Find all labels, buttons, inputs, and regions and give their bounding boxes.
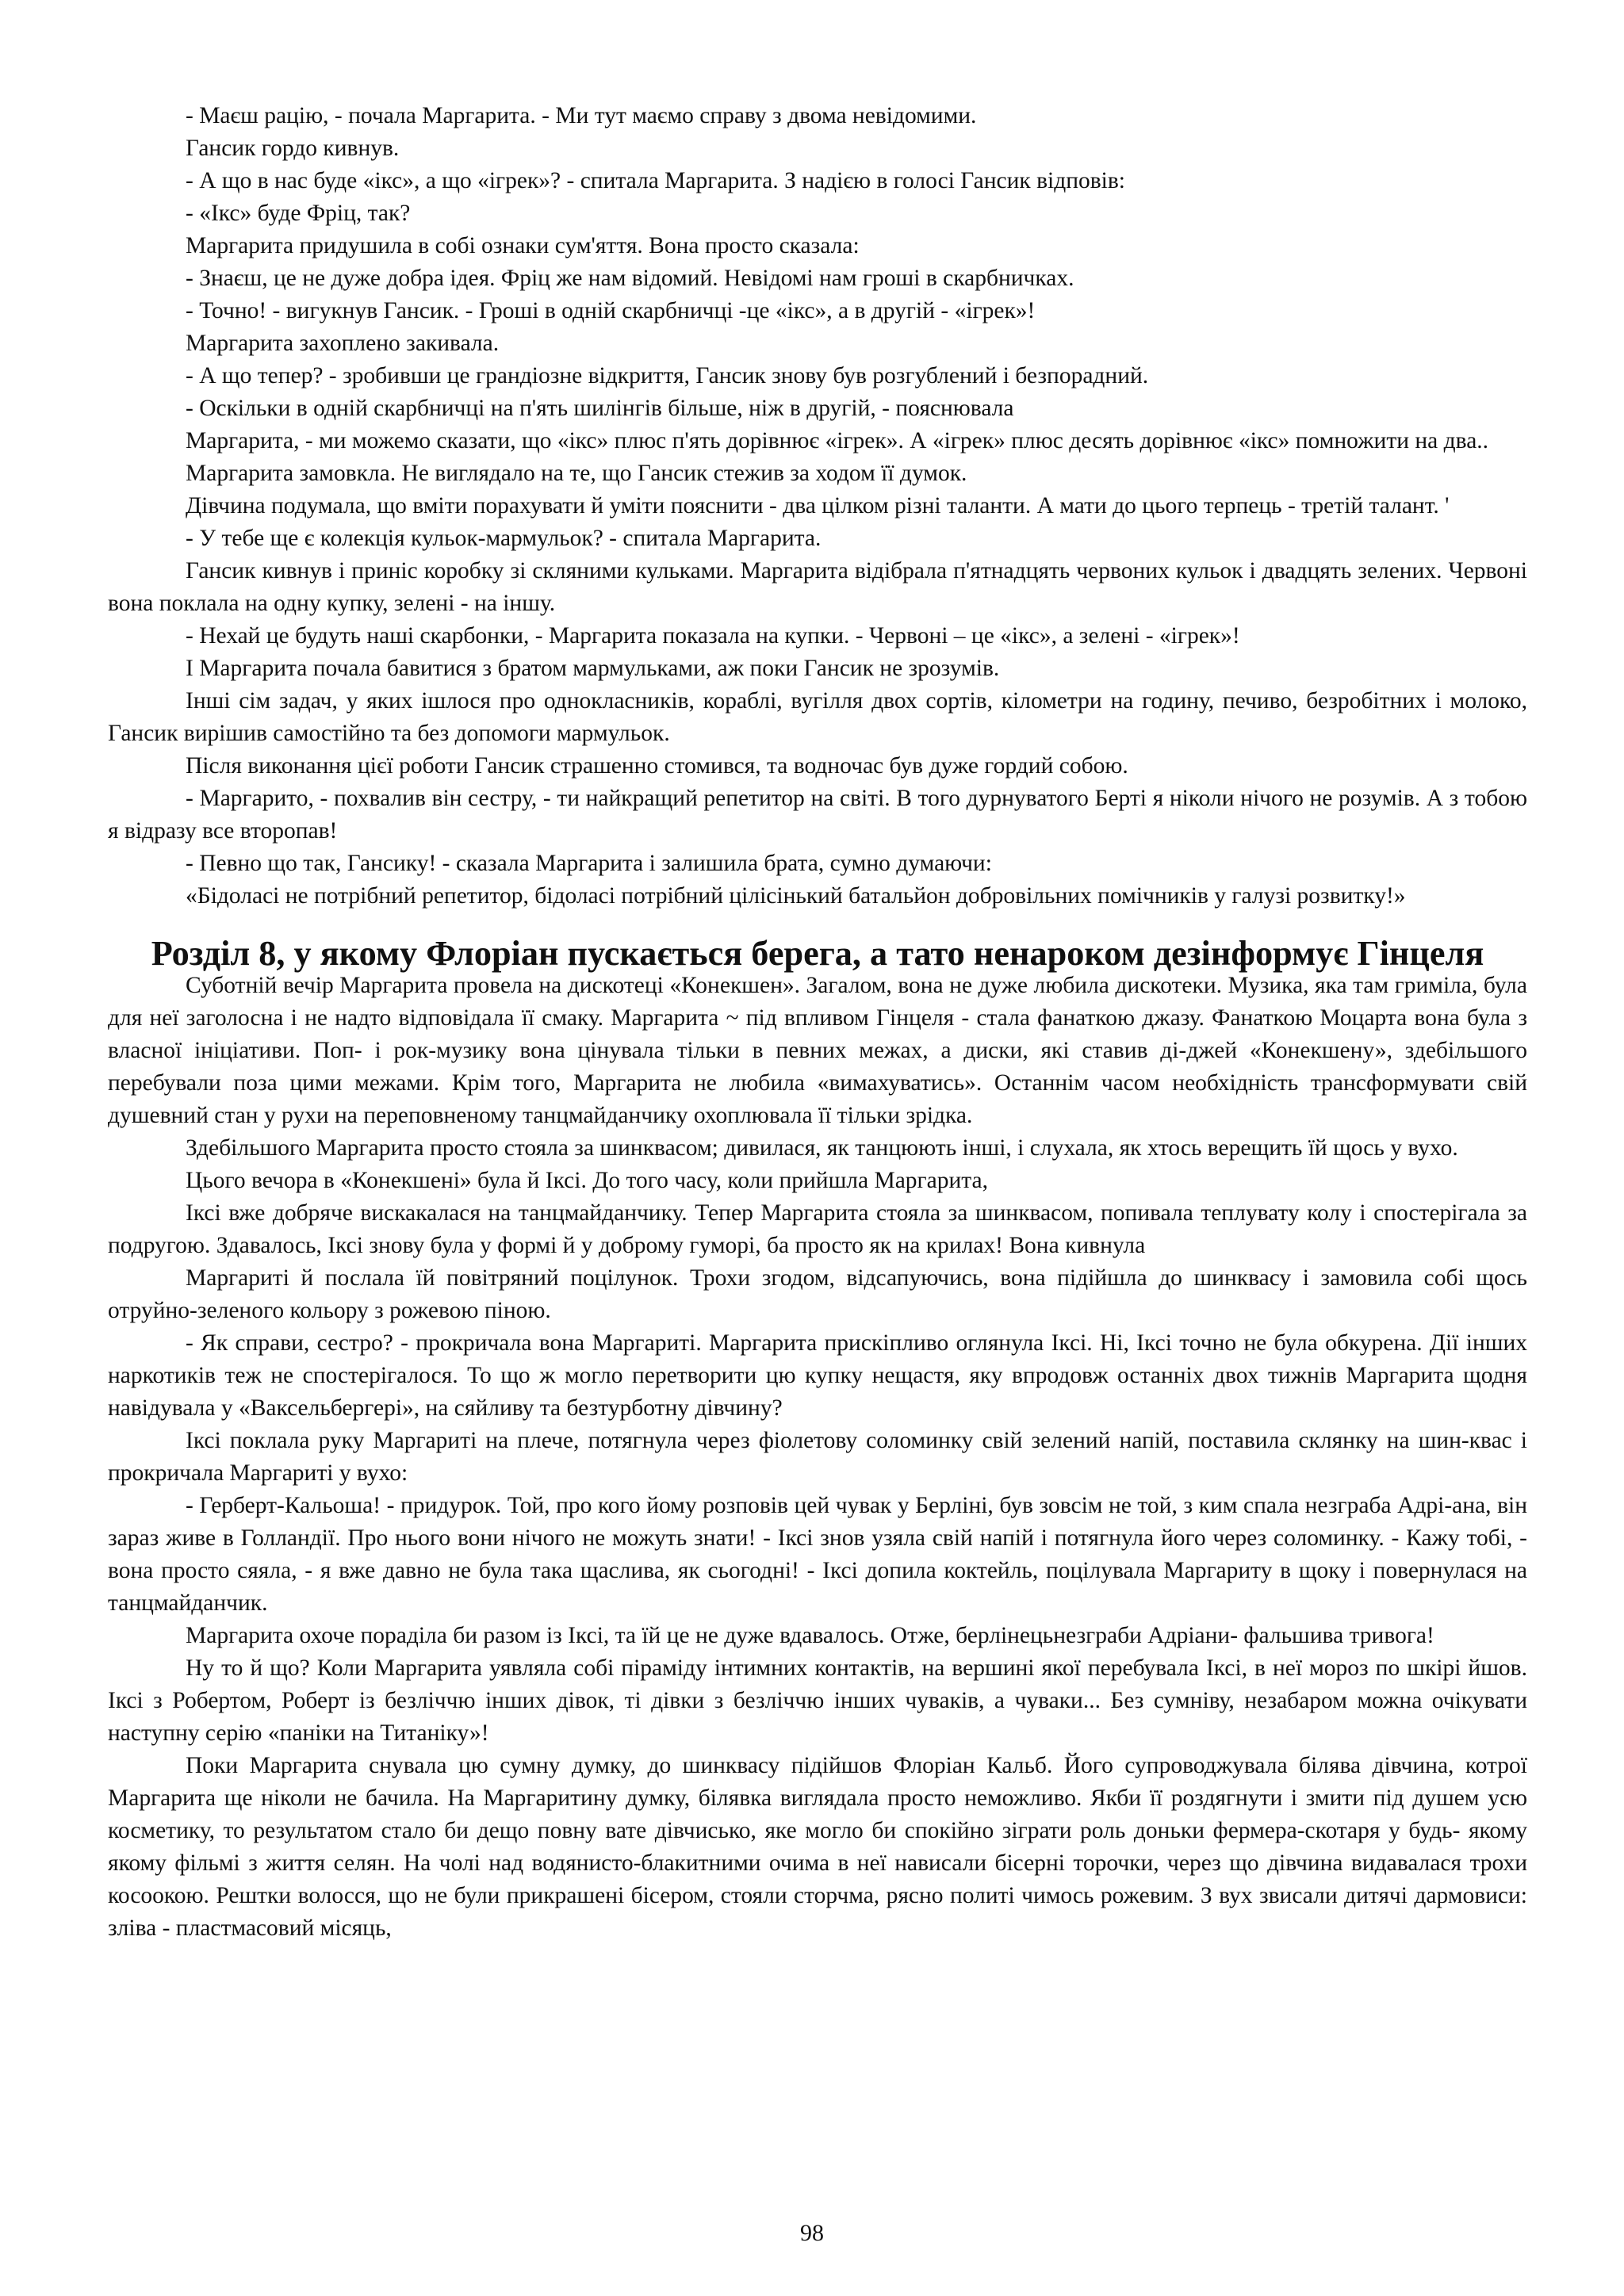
paragraph: Маргарита придушила в собі ознаки сум'яття. Вона просто сказала: [186,233,860,258]
paragraph: Гансик кивнув і приніс коробку зі скляними кульками. Маргарита відібрала п'ятнадцять червоних кульок і двадцять зелених. Червоні вона поклала на одну купку, зелені - на іншу. [108,558,1527,616]
paragraph: Іксі поклала руку Маргариті на плече, потягнула через фіолетову соломинку свій зелений напій, поставила склянку на шин-квас і прокричала Маргариті у вухо: [108,1428,1527,1486]
paragraph: І Маргарита почала бавитися з братом мармульками, аж поки Гансик не зрозумів. [186,656,1000,681]
paragraph: - Нехай це будуть наші скарбонки, - Маргарита показала на купки. - Червоні – це «ікс», а зелені - «ігрек»! [186,623,1240,649]
paragraph: Цього вечора в «Конекшені» була й Іксі. До того часу, коли прийшла Маргарита, [186,1168,989,1193]
paragraph: Гансик гордо кивнув. [186,136,400,161]
paragraph: - Маєш рацію, - почала Маргарита. - Ми тут маємо справу з двома невідомими. [186,103,977,128]
paragraph: Іксі вже добряче вискакалася на танцмайданчику. Тепер Маргарита стояла за шинквасом, попивала теплувату колу і спостерігала за подругою. Здавалось, Іксі знову була у формі й у доброму гуморі, ба просто як на крилах! Вона кивнула [108,1200,1527,1258]
page-number: 98 [800,2220,824,2246]
paragraph: Здебільшого Маргарита просто стояла за шинквасом; дивилася, як танцюють інші, і слухала, як хтось верещить їй щось у вухо. [186,1135,1458,1161]
paragraph: - Певно що так, Гансику! - сказала Маргарита і залишила брата, сумно думаючи: [186,851,992,876]
paragraph: - У тебе ще є колекція кульок-мармульок? - спитала Маргарита. [186,526,822,551]
paragraph: - Знаєш, це не дуже добра ідея. Фріц же нам відомий. Невідомі нам гроші в скарбничках. [186,266,1074,291]
paragraph: Маргарита охоче пораділа би разом із Іксі, та їй це не дуже вдавалось. Отже, берлінецьнезграби Адріани- фальшива тривога! [186,1623,1434,1648]
paragraph: Суботній вечір Маргарита провела на дискотеці «Конекшен». Загалом, вона не дуже любила дискотеки. Музика, яка там гриміла, була для неї заголосна і не надто відповідала її смаку. Маргарита ~ під впливом Гінцеля - стала фанаткою джазу. Фанаткою Моцарта вона була з власної ініціативи. Поп- і рок-музику вона цінувала тільки в певних межах, а диски, які ставив ді-джей «Конекшену», здебільшого перебували поза цими межами. Крім того, Маргарита не любила «вимахуватись». Останнім часом необхідність трансформувати свій душевний стан у рухи на переповненому танцмайданчику охоплювала її тільки зрідка. [108,973,1527,1128]
paragraph: Маргарита захоплено закивала. [186,331,500,356]
paragraph: Інші сім задач, у яких ішлося про однокласників, кораблі, вугілля двох сортів, кілометри на годину, печиво, безробітних і молоко, Гансик вирішив самостійно та без допомоги мармульок. [108,688,1527,746]
paragraph: Після виконання цієї роботи Гансик страшенно стомився, та водночас був дуже гордий собою. [186,753,1128,779]
body-text-after [108,970,1527,1945]
paragraph: - Маргарито, - похвалив він сестру, - ти найкращий репетитор на світі. В того дурнуватого Берті я ніколи нічого не розумів. А з тобою я відразу все второпав! [108,786,1527,844]
chapter-heading: Розділ 8, у якому Флоріан пускається берега, а тато ненароком дезінформує Гінцеля [151,934,1484,973]
paragraph: Ну то й що? Коли Маргарита уявляла собі піраміду інтимних контактів, на вершині якої перебувала Іксі, в неї мороз по шкірі йшов. Іксі з Робертом, Роберт із безліччю інших дівок, ті дівки з безліччю інших чуваків, а чуваки... Без сумніву, незабаром можна очікувати наступну серію «паніки на Титаніку»! [108,1655,1527,1746]
paragraph: Маргариті й послала їй повітряний поцілунок. Трохи згодом, відсапуючись, вона підійшла до шинквасу і замовила собі щось отруйно-зеленого кольору з рожевою піною. [108,1265,1527,1323]
paragraph: - Герберт-Кальоша! - придурок. Той, про кого йому розповів цей чувак у Берліні, був зовсім не той, з ким спала незграба Адрі-ана, він зараз живе в Голландії. Про нього вони нічого не можуть знати! - Іксі знов узяла свій напій і потягнула його через соломинку. - Кажу тобі, - вона просто сяяла, - я вже давно не була така щаслива, як сьогодні! - Іксі допила коктейль, поцілувала Маргариту в щоку і повернулася на танцмайданчик. [108,1493,1527,1616]
paragraph: - А що тепер? - зробивши це грандіозне відкриття, Гансик знову був розгублений і безпорадний. [186,363,1149,388]
paragraph: «Бідоласі не потрібний репетитор, бідоласі потрібний цілісінький батальйон добровільних помічників у галузі розвитку!» [186,883,1406,909]
paragraph: Маргарита, - ми можемо сказати, що «ікс» плюс п'ять дорівнює «ігрек». А «ігрек» плюс десять дорівнює «ікс» помножити на два.. [186,428,1489,453]
paragraph: - А що в нас буде «ікс», а що «ігрек»? - спитала Маргарита. З надією в голосі Гансик відповів: [186,168,1125,193]
paragraph: - Оскільки в одній скарбничці на п'ять шилінгів більше, ніж в другій, - пояснювала [186,396,1014,421]
paragraph: Дівчина подумала, що вміти порахувати й уміти пояснити - два цілком різні таланти. А мати до цього терпець - третій талант. ' [186,493,1450,519]
paragraph: - Як справи, сестро? - прокричала вона Маргариті. Маргарита прискіпливо оглянула Іксі. Ні, Іксі точно не була обкурена. Дії інших наркотиків теж не спостерігалося. То що ж могло перетворити цю купку нещастя, яку впродовж останніх двох тижнів Маргарита щодня навідувала у «Ваксельбергері», на сяйливу та безтурботну дівчину? [108,1330,1527,1421]
body-text-before [108,100,1527,913]
paragraph: Маргарита замовкла. Не виглядало на те, що Гансик стежив за ходом її думок. [186,461,967,486]
paragraph: Поки Маргарита снувала цю сумну думку, до шинквасу підійшов Флоріан Кальб. Його супроводжувала білява дівчина, котрої Маргарита ще ніколи не бачила. На Маргаритину думку, білявка виглядала просто неможливо. Якби її роздягнути і змити під душем усю косметику, то результатом стало би дещо повну вате дівчисько, яке могло би спокійно зіграти роль доньки фермера-скотаря у будь- якому якому фільмі з життя селян. На чолі над водянисто-блакитними очима в неї нависали бісерні торочки, через що дівчина видавалася трохи косоокою. Рештки волосся, що не були прикрашені бісером, стояли сторчма, рясно политі чимось рожевим. З вух звисали дитячі дармовиси: зліва - пластмасовий місяць, [108,1753,1527,1941]
paragraph: - Точно! - вигукнув Гансик. - Гроші в одній скарбничці -це «ікс», а в другій - «ігрек»! [186,298,1036,323]
paragraph: - «Ікс» буде Фріц, так? [186,201,411,226]
